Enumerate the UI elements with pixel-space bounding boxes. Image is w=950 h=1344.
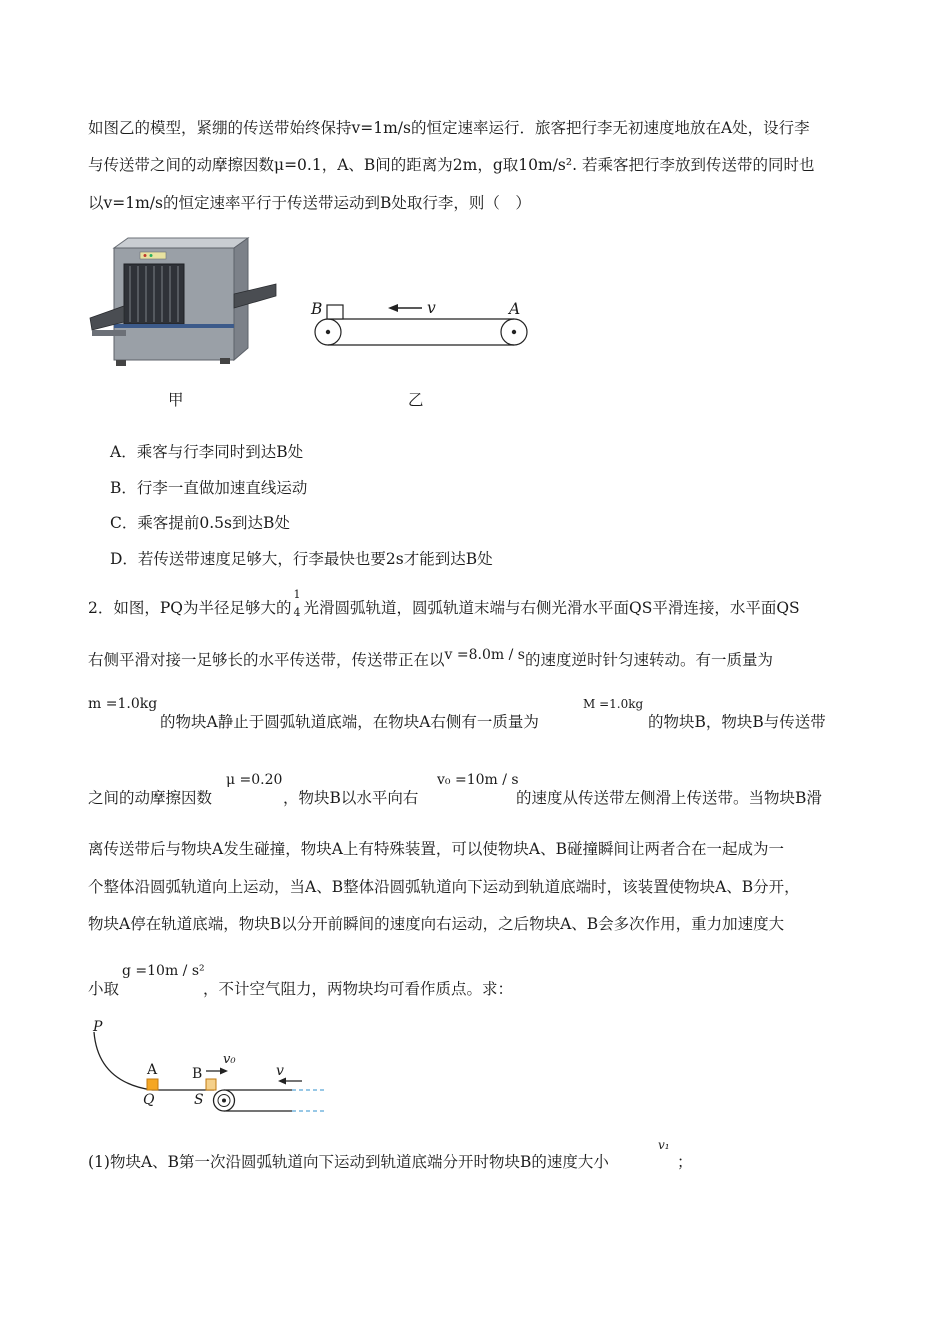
q2-line-7: 物块A停在轨道底端，物块B以分开前瞬间的速度向右运动，之后物块A、B会多次作用，重力加速度大 [88,915,785,933]
math-mass-M: M =1.0kg [583,697,644,711]
math-belt-speed: v =8.0m / s [444,647,525,663]
arrow-right-icon [220,1068,228,1075]
belt-label-v: v [427,299,436,317]
track-belt-figure [84,1024,334,1120]
q2-line-3-part-a: 的物块A静止于圆弧轨道底端，在物块A右侧有一质量为 [160,713,539,731]
q2-line-2-part-a: 右侧平滑对接一足够长的水平传送带，传送带正在以 [88,651,445,669]
q2-line-4-part-b: ，物块B以水平向右 [283,789,419,807]
option-a[interactable]: A．乘客与行李同时到达B处 [110,443,304,461]
q2-line-8-part-b: ，不计空气阻力，两物块均可看作质点。求： [203,980,514,998]
q1-stem-line-3: 以v=1m/s的恒定速率平行于传送带运动到B处取行李，则（ ） [88,194,531,212]
fraction-numerator: 1 [293,588,301,601]
figure-label-yi: 乙 [408,391,424,409]
math-initial-velocity: v₀ =10m / s [437,772,519,788]
fig-label-a: A [147,1062,158,1078]
belt-label-a: A [509,300,521,318]
q2-line-2 [88,647,773,671]
option-d[interactable]: D．若传送带速度足够大，行李最快也要2s才能到达B处 [110,550,493,568]
fig-label-v0: v₀ [223,1052,236,1067]
q2-line-1-part-b: 光滑圆弧轨道，圆弧轨道末端与右侧光滑水平面QS平滑连接，水平面QS [303,599,800,617]
figure-label-jia: 甲 [168,391,184,409]
fig-label-b: B [192,1066,203,1082]
q1-stem-line-2: 与传送带之间的动摩擦因数μ=0.1，A、B间的距离为2m，g取10m/s². 若乘客把行李放到传送带的同时也 [88,156,815,174]
q2-line-1 [88,588,800,619]
arrow-left-icon [388,304,398,312]
fig-label-p: P [93,1019,103,1035]
q2-line-6: 个整体沿圆弧轨道向上运动，当A、B整体沿圆弧轨道向下运动到轨道底端时，该装置使物块A、B分开， [88,878,800,896]
xray-machine-figure [84,226,284,372]
belt-diagram-figure [308,294,534,356]
q2-line-5: 离传送带后与物块A发生碰撞，物块A上有特殊装置，可以使物块A、B碰撞瞬间让两者合在一起成为一 [88,840,784,858]
q2-line-4-part-a: 之间的动摩擦因数 [88,789,213,807]
arc-track [94,1032,152,1090]
fig-label-v: v [276,1063,284,1079]
math-gravity: g =10m / s² [122,963,205,979]
fig-label-q: Q [143,1092,155,1108]
block-a [147,1079,158,1090]
option-c[interactable]: C．乘客提前0.5s到达B处 [110,514,290,532]
q2-line-2-part-b: 的速度逆时针匀速转动。有一质量为 [524,651,773,669]
belt-label-b: B [311,300,323,318]
luggage-block [327,305,343,319]
option-b[interactable]: B．行李一直做加速直线运动 [110,479,308,497]
math-friction-mu: μ =0.20 [226,772,283,788]
q2-sub1-text: (1)物块A、B第一次沿圆弧轨道向下运动到轨道底端分开时物块B的速度大小 [88,1153,609,1171]
fraction-denominator: 4 [293,606,301,619]
q2-line-1-part-a: 2．如图，PQ为半径足够大的 [88,599,292,617]
fraction-one-quarter [292,588,304,619]
q2-line-3-part-b: 的物块B，物块B与传送带 [648,713,826,731]
math-mass-m: m =1.0kg [88,696,158,712]
q1-stem-line-1: 如图乙的模型，紧绷的传送带始终保持v=1m/s的恒定速率运行．旅客把行李无初速度地放在A处，设行李 [88,119,810,137]
q2-sub1-end: ； [677,1153,693,1171]
q2-line-4-part-c: 的速度从传送带左侧滑上传送带。当物块B滑 [516,789,822,807]
q2-line-8-part-a: 小取 [88,980,120,998]
block-b [206,1079,216,1090]
math-v1: v₁ [658,1138,670,1152]
fig-label-s: S [194,1092,204,1108]
